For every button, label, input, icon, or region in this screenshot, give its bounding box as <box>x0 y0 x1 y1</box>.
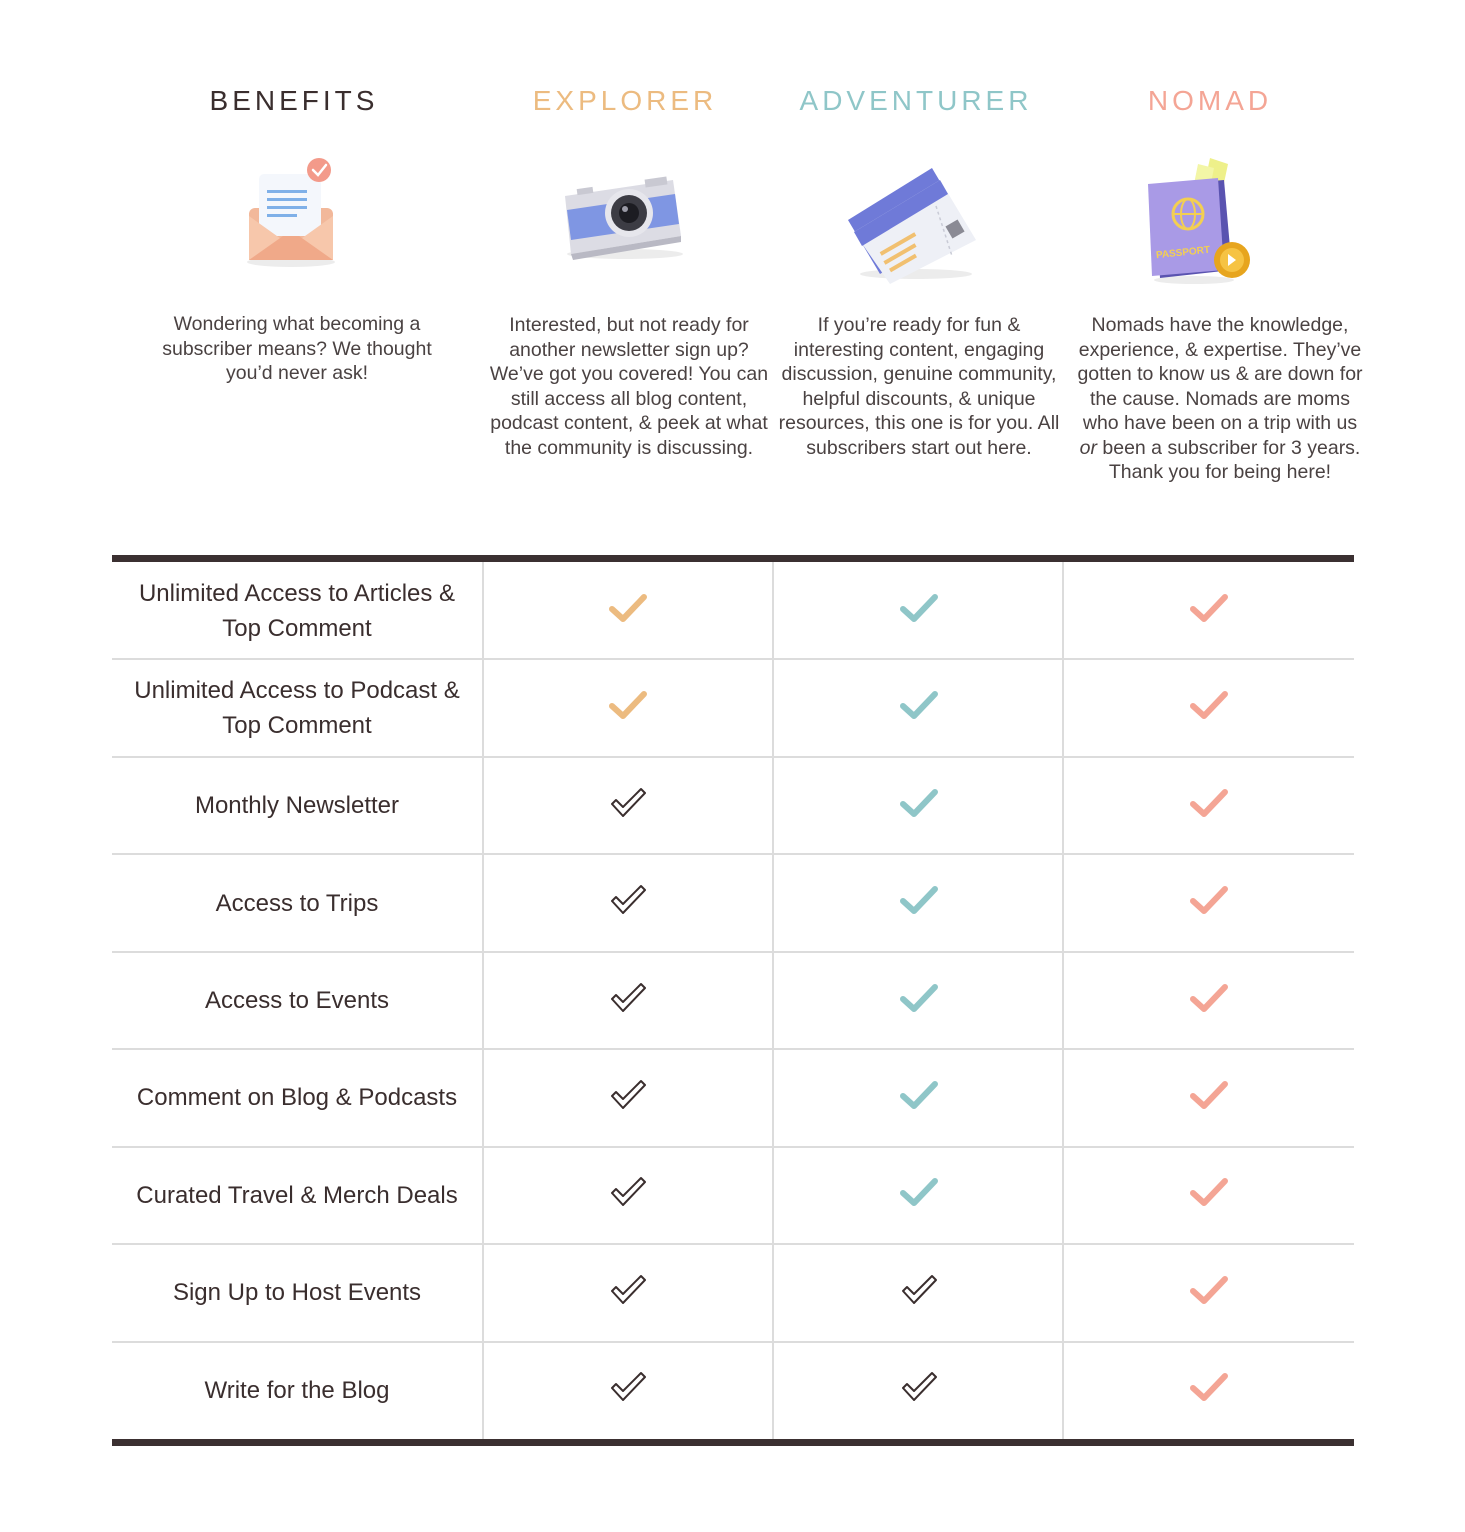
explorer-outline-check-icon <box>608 1370 648 1404</box>
nomad-description-after: been a subscriber for 3 years. Thank you for being here! <box>1096 436 1361 483</box>
envelope-icon <box>213 150 373 290</box>
benefit-row-label <box>112 1342 482 1439</box>
nomad-filled-check-icon <box>1189 1078 1229 1112</box>
explorer-outline-check-icon <box>608 786 648 820</box>
tickets-icon <box>836 150 996 290</box>
explorer-outline-check-icon <box>608 883 648 917</box>
benefit-row-label <box>112 1244 482 1341</box>
benefit-row-label <box>112 562 482 659</box>
nomad-filled-check-icon <box>1189 1175 1229 1209</box>
benefit-label-text: Write for the Blog <box>204 1376 390 1404</box>
benefits-description: Wondering what becoming a subscriber means? We thought you’d never ask! <box>162 313 432 384</box>
benefit-row-label <box>112 757 482 854</box>
passport-icon <box>1128 150 1288 290</box>
nomad-filled-check-icon <box>1189 591 1229 625</box>
benefit-row-label <box>112 1147 482 1244</box>
benefit-row-label <box>112 854 482 951</box>
nomad-filled-check-icon <box>1189 786 1229 820</box>
adventurer-filled-check-icon <box>899 883 939 917</box>
explorer-outline-check-icon <box>608 981 648 1015</box>
nomad-description-emphasis: or <box>1079 436 1097 459</box>
adventurer-filled-check-icon <box>899 591 939 625</box>
adventurer-filled-check-icon <box>899 688 939 722</box>
benefit-label-text: Access to Trips <box>215 889 379 917</box>
explorer-outline-check-icon <box>608 1273 648 1307</box>
adventurer-outline-check-icon <box>899 1370 939 1404</box>
explorer-description: Interested, but not ready for another newsletter sign up? We’ve got you covered! You can still access all blog content, podcast content, & peek at what the community is discussing. <box>489 314 769 459</box>
column-divider <box>482 562 484 1439</box>
table-top-rule <box>112 555 1354 562</box>
column-divider <box>772 562 774 1439</box>
nomad-filled-check-icon <box>1189 981 1229 1015</box>
camera-icon <box>543 150 703 290</box>
adventurer-description: If you’re ready for fun & interesting content, engaging discussion, genuine community, helpful discounts, & unique resources, this one is for you. All subscribers start out here. <box>778 314 1060 459</box>
adventurer-filled-check-icon <box>899 1175 939 1209</box>
nomad-filled-check-icon <box>1189 1370 1229 1404</box>
header-nomad: NOMAD <box>1147 85 1273 116</box>
benefit-row-label <box>112 1049 482 1146</box>
benefit-label-text: Unlimited Access to Podcast & Top Comment <box>134 677 460 740</box>
nomad-filled-check-icon <box>1189 688 1229 722</box>
nomad-description <box>1075 313 1365 485</box>
header-explorer: EXPLORER <box>532 85 718 116</box>
adventurer-filled-check-icon <box>899 981 939 1015</box>
header-adventurer: ADVENTURER <box>799 85 1033 116</box>
explorer-filled-check-icon <box>608 591 648 625</box>
nomad-filled-check-icon <box>1189 883 1229 917</box>
svg-text:PASSPORT: PASSPORT <box>1155 244 1211 262</box>
table-bottom-rule <box>112 1439 1354 1446</box>
adventurer-outline-check-icon <box>899 1273 939 1307</box>
adventurer-filled-check-icon <box>899 786 939 820</box>
column-divider <box>1062 562 1064 1439</box>
explorer-outline-check-icon <box>608 1078 648 1112</box>
explorer-filled-check-icon <box>608 688 648 722</box>
benefit-label-text: Monthly Newsletter <box>194 792 400 820</box>
benefit-label-text: Sign Up to Host Events <box>172 1279 422 1307</box>
benefit-row-label <box>112 952 482 1049</box>
benefit-label-text: Comment on Blog & Podcasts <box>136 1084 458 1112</box>
header-benefits: BENEFITS <box>209 85 379 116</box>
explorer-outline-check-icon <box>608 1175 648 1209</box>
benefit-label-text: Curated Travel & Merch Deals <box>136 1181 458 1209</box>
adventurer-filled-check-icon <box>899 1078 939 1112</box>
nomad-description-before: Nomads have the knowledge, experience, & expertise. They’ve gotten to know us & are down for the cause. Nomads are moms who have been on a trip with us <box>1077 314 1363 434</box>
benefit-label-text: Unlimited Access to Articles & Top Comment <box>138 579 456 642</box>
benefit-row-label <box>112 659 482 756</box>
benefit-label-text: Access to Events <box>204 986 390 1014</box>
nomad-filled-check-icon <box>1189 1273 1229 1307</box>
